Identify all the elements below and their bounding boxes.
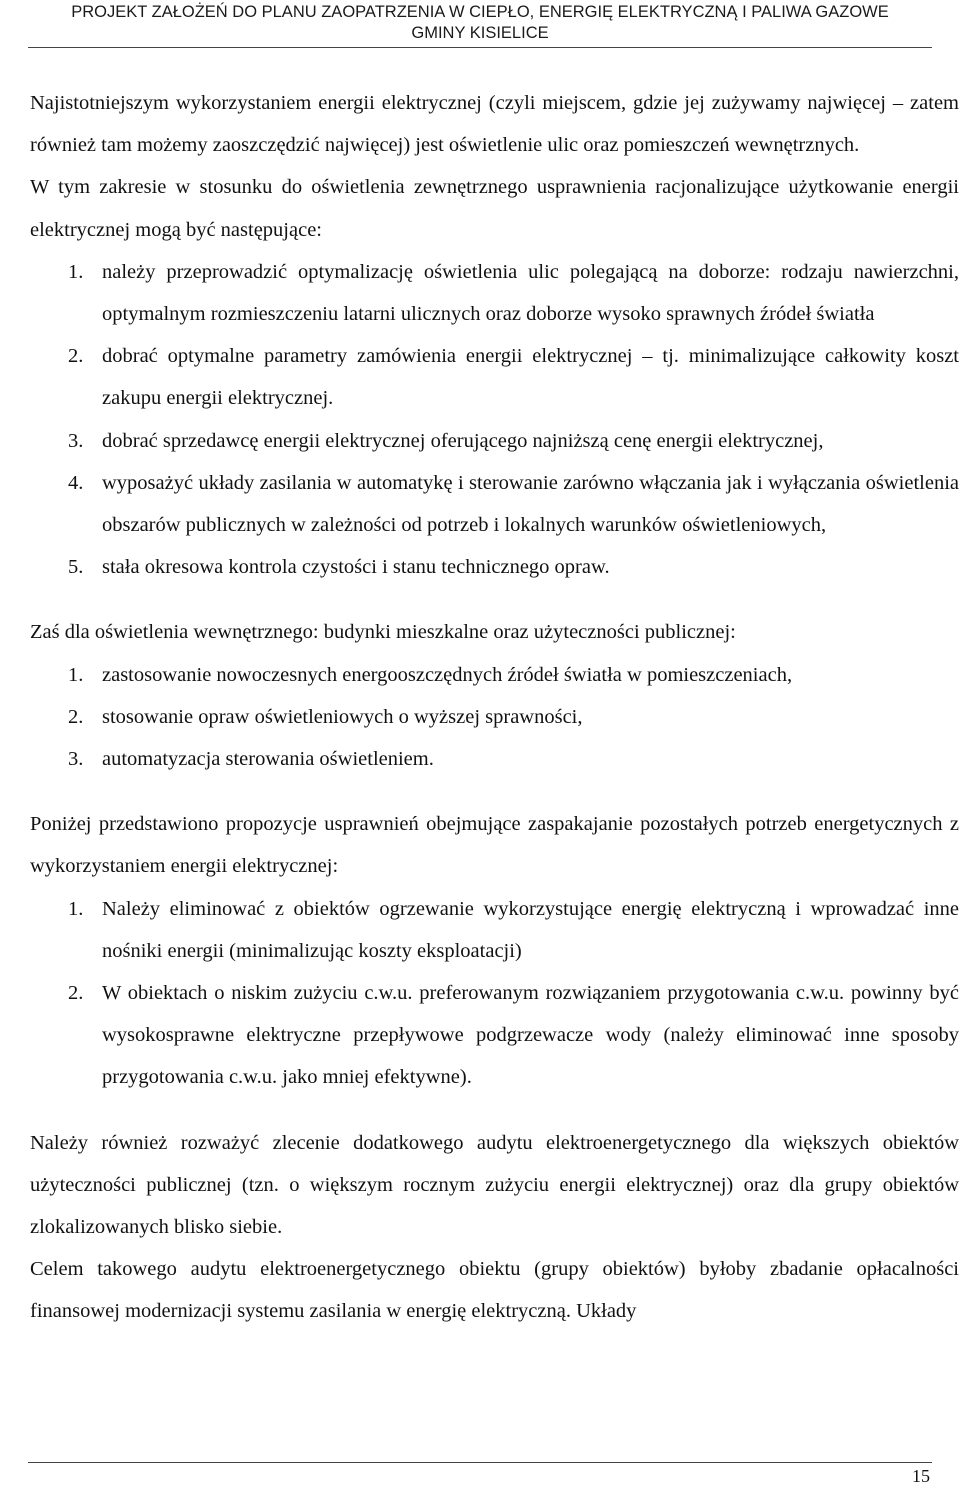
list-item-number: 3. [68,748,84,771]
header-divider [28,47,932,48]
list-item [30,696,959,738]
list-item [30,972,959,1099]
list-item-number: 2. [68,982,84,1005]
page-number: 15 [912,1466,930,1486]
paragraph-audit: Należy również rozważyć zlecenie dodatkowego audytu elektroenergetycznego dla większych obiektów użyteczności publicznej (tzn. o większym rocznym zużyciu energii elektrycznej) oraz dla grupy obiektów zlokalizowanych blisko siebie. [30,1131,959,1239]
list-item-text: należy przeprowadzić optymalizację oświetlenia ulic polegającą na doborze: rodzaju nawierzchni, optymalnym rozmieszczeniu latarni ulicznych oraz doborze wysoko sprawnych źródeł światła [102,260,959,326]
list-item [30,654,959,696]
list-item-text: automatyzacja sterowania oświetleniem. [102,748,434,771]
list-item-number: 5. [68,556,84,579]
list-item-text: wyposażyć układy zasilania w automatykę i sterowanie zarówno włączania jak i wyłączania oświetlenia obszarów publicznych w zależności od potrzeb i lokalnych warunków oświetleniowych, [102,471,959,537]
other-needs-list [30,888,959,1099]
list-item-number: 1. [68,663,84,686]
paragraph-indoor-lighting: Zaś dla oświetlenia wewnętrznego: budynki mieszkalne oraz użyteczności publicznej: [30,621,736,644]
list-item-text: W obiektach o niskim zużyciu c.w.u. preferowanym rozwiązaniem przygotowania c.w.u. powinny być wysokosprawne elektryczne przepływowe podgrzewacze wody (należy eliminować inne sposoby przygotowania c.w.u. jako mniej efektywne). [102,982,959,1089]
list-item-text: zastosowanie nowoczesnych energooszczędnych źródeł światła w pomieszczeniach, [102,663,793,686]
list-item [30,546,959,588]
list-item-text: dobrać optymalne parametry zamówienia energii elektrycznej – tj. minimalizujące całkowity koszt zakupu energii elektrycznej. [102,345,959,410]
list-item-number: 3. [68,429,84,452]
list-item-number: 1. [68,897,84,920]
paragraph-intro: Najistotniejszym wykorzystaniem energii elektrycznej (czyli miejscem, gdzie jej zużywamy najwięcej – zatem również tam możemy zaoszczędzić najwięcej) jest oświetlenie ulic oraz pomieszczeń wewnętrznych. [30,92,959,157]
paragraph-other-needs: Poniżej przedstawiono propozycje usprawnień obejmujące zaspakajanie pozostałych potrzeb energetycznych z wykorzystaniem energii elektrycznej: [30,813,959,878]
list-item-text: dobrać sprzedawcę energii elektrycznej oferującego najniższą cenę energii elektrycznej, [102,429,824,452]
header-title-line2: GMINY KISIELICE [411,24,549,42]
list-item-number: 2. [68,705,84,728]
list-item [30,251,959,335]
document-body [30,82,959,1333]
list-item-text: stała okresowa kontrola czystości i stanu technicznego opraw. [102,556,610,579]
list-item [30,738,959,780]
list-item [30,462,959,546]
list-item [30,888,959,972]
list-item-number: 1. [68,260,84,283]
list-item-text: Należy eliminować z obiektów ogrzewanie wykorzystujące energię elektryczną i wprowadzać inne nośniki energii (minimalizując koszty eksploatacji) [102,897,959,962]
header-title-line1: PROJEKT ZAŁOŻEŃ DO PLANU ZAOPATRZENIA W CIEPŁO, ENERGIĘ ELEKTRYCZNĄ I PALIWA GAZOWE [71,3,889,21]
outdoor-lighting-list [30,251,959,589]
list-item-number: 4. [68,471,84,494]
list-item [30,420,959,462]
footer-divider [28,1462,932,1463]
paragraph-audit-goal: Celem takowego audytu elektroenergetycznego obiektu (grupy obiektów) byłoby zbadanie opłacalności finansowej modernizacji systemu zasilania w energię elektryczną. Układy [30,1258,959,1323]
list-item-text: stosowanie opraw oświetleniowych o wyższej sprawności, [102,705,583,728]
paragraph-outdoor-lighting: W tym zakresie w stosunku do oświetlenia zewnętrznego usprawnienia racjonalizujące użytkowanie energii elektrycznej mogą być następujące: [30,176,959,241]
list-item-number: 2. [68,345,84,368]
page-header [0,2,960,44]
list-item [30,335,959,419]
indoor-lighting-list [30,654,959,781]
